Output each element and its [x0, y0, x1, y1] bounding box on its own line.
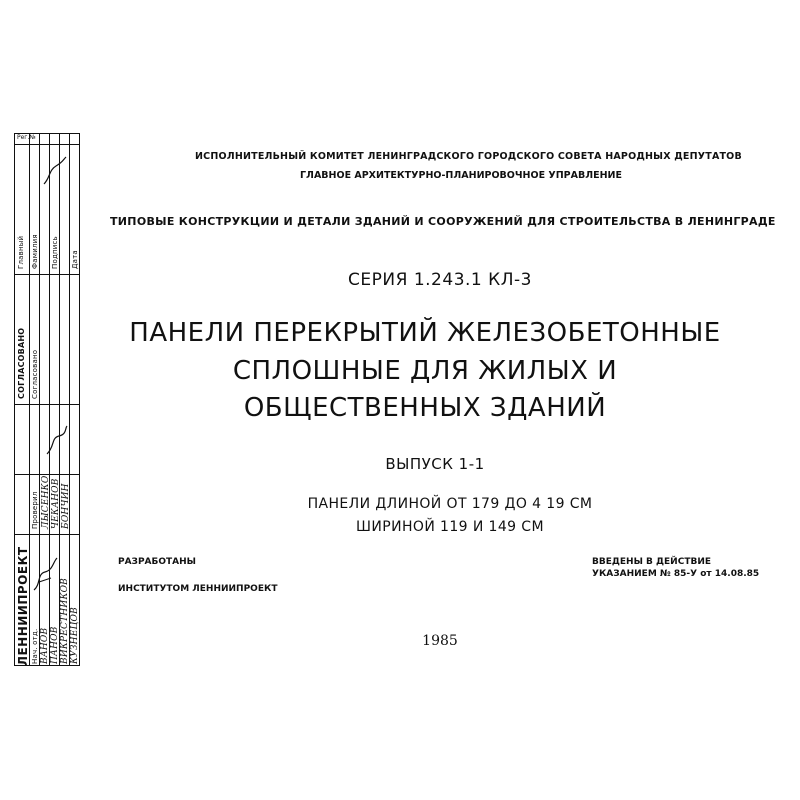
introduced-order: УКАЗАНИЕМ № 85-У от 14.08.85 [592, 569, 760, 579]
series-number: СЕРИЯ 1.243.1 КЛ-3 [348, 270, 532, 290]
stamp-role: Нач. отд. [31, 628, 39, 664]
stamp-col-label: Дата [71, 250, 79, 269]
issue-number: ВЫПУСК 1-1 [385, 455, 485, 473]
stamp-name: ЧЕКАНОВ [51, 478, 61, 529]
developer-institute: ИНСТИТУТОМ ЛЕННИИПРОЕКТ [118, 584, 278, 594]
developer-label: РАЗРАБОТАНЫ [118, 557, 196, 567]
stamp-agreed: СОГЛАСОВАНО [17, 327, 26, 399]
panel-width: ШИРИНОЙ 119 И 149 СМ [356, 519, 544, 535]
stamp-col-label: Подпись [51, 236, 59, 269]
stamp-head-label: Главный [17, 235, 25, 269]
introduced-label: ВВЕДЕНЫ В ДЕЙСТВИЕ [592, 557, 711, 567]
stamp-organization: ЛЕННИИПРОЕКТ [16, 546, 30, 666]
signature-icon [43, 424, 71, 458]
stamp-name: ВАНОВ [40, 627, 50, 664]
stamp-divider [15, 534, 79, 535]
stamp-reg-label: Рег.№ [17, 134, 36, 141]
stamp-name: ВИКРЕСТНИКОВ [60, 578, 70, 664]
signature-icon [31, 554, 61, 594]
page-title-line: ПАНЕЛИ ПЕРЕКРЫТИЙ ЖЕЛЕЗОБЕТОННЫЕ [129, 318, 721, 348]
stamp-col-label: Фамилия [31, 234, 39, 269]
stamp-divider [15, 144, 79, 145]
stamp-name: ЛЫСЕНКО [41, 475, 51, 529]
header-department: ГЛАВНОЕ АРХИТЕКТУРНО-ПЛАНИРОВОЧНОЕ УПРАВЛЕНИЕ [300, 170, 622, 181]
stamp-divider [15, 404, 79, 405]
stamp-role: Проверил [31, 491, 39, 529]
document-subtitle: ТИПОВЫЕ КОНСТРУКЦИИ И ДЕТАЛИ ЗДАНИЙ И СООРУЖЕНИЙ ДЛЯ СТРОИТЕЛЬСТВА В ЛЕНИНГРАДЕ [110, 215, 776, 228]
stamp-role: Согласовано [31, 349, 39, 399]
stamp-name: КУЗНЕЦОВ [70, 607, 80, 664]
stamp-name: БОНЧИН [61, 483, 71, 529]
header-committee: ИСПОЛНИТЕЛЬНЫЙ КОМИТЕТ ЛЕНИНГРАДСКОГО ГОРОДСКОГО СОВЕТА НАРОДНЫХ ДЕПУТАТОВ [195, 151, 742, 162]
page-title-line: СПЛОШНЫЕ ДЛЯ ЖИЛЫХ И [232, 356, 618, 386]
stamp-name: ПАНОВ [50, 626, 60, 664]
publication-year: 1985 [422, 633, 458, 649]
stamp-divider [15, 274, 79, 275]
panel-length: ПАНЕЛИ ДЛИНОЙ ОТ 179 ДО 4 19 СМ [307, 496, 593, 512]
signature-icon [41, 154, 69, 188]
page-title-line: ОБЩЕСТВЕННЫХ ЗДАНИЙ [243, 393, 607, 423]
approval-stamp [14, 133, 80, 666]
